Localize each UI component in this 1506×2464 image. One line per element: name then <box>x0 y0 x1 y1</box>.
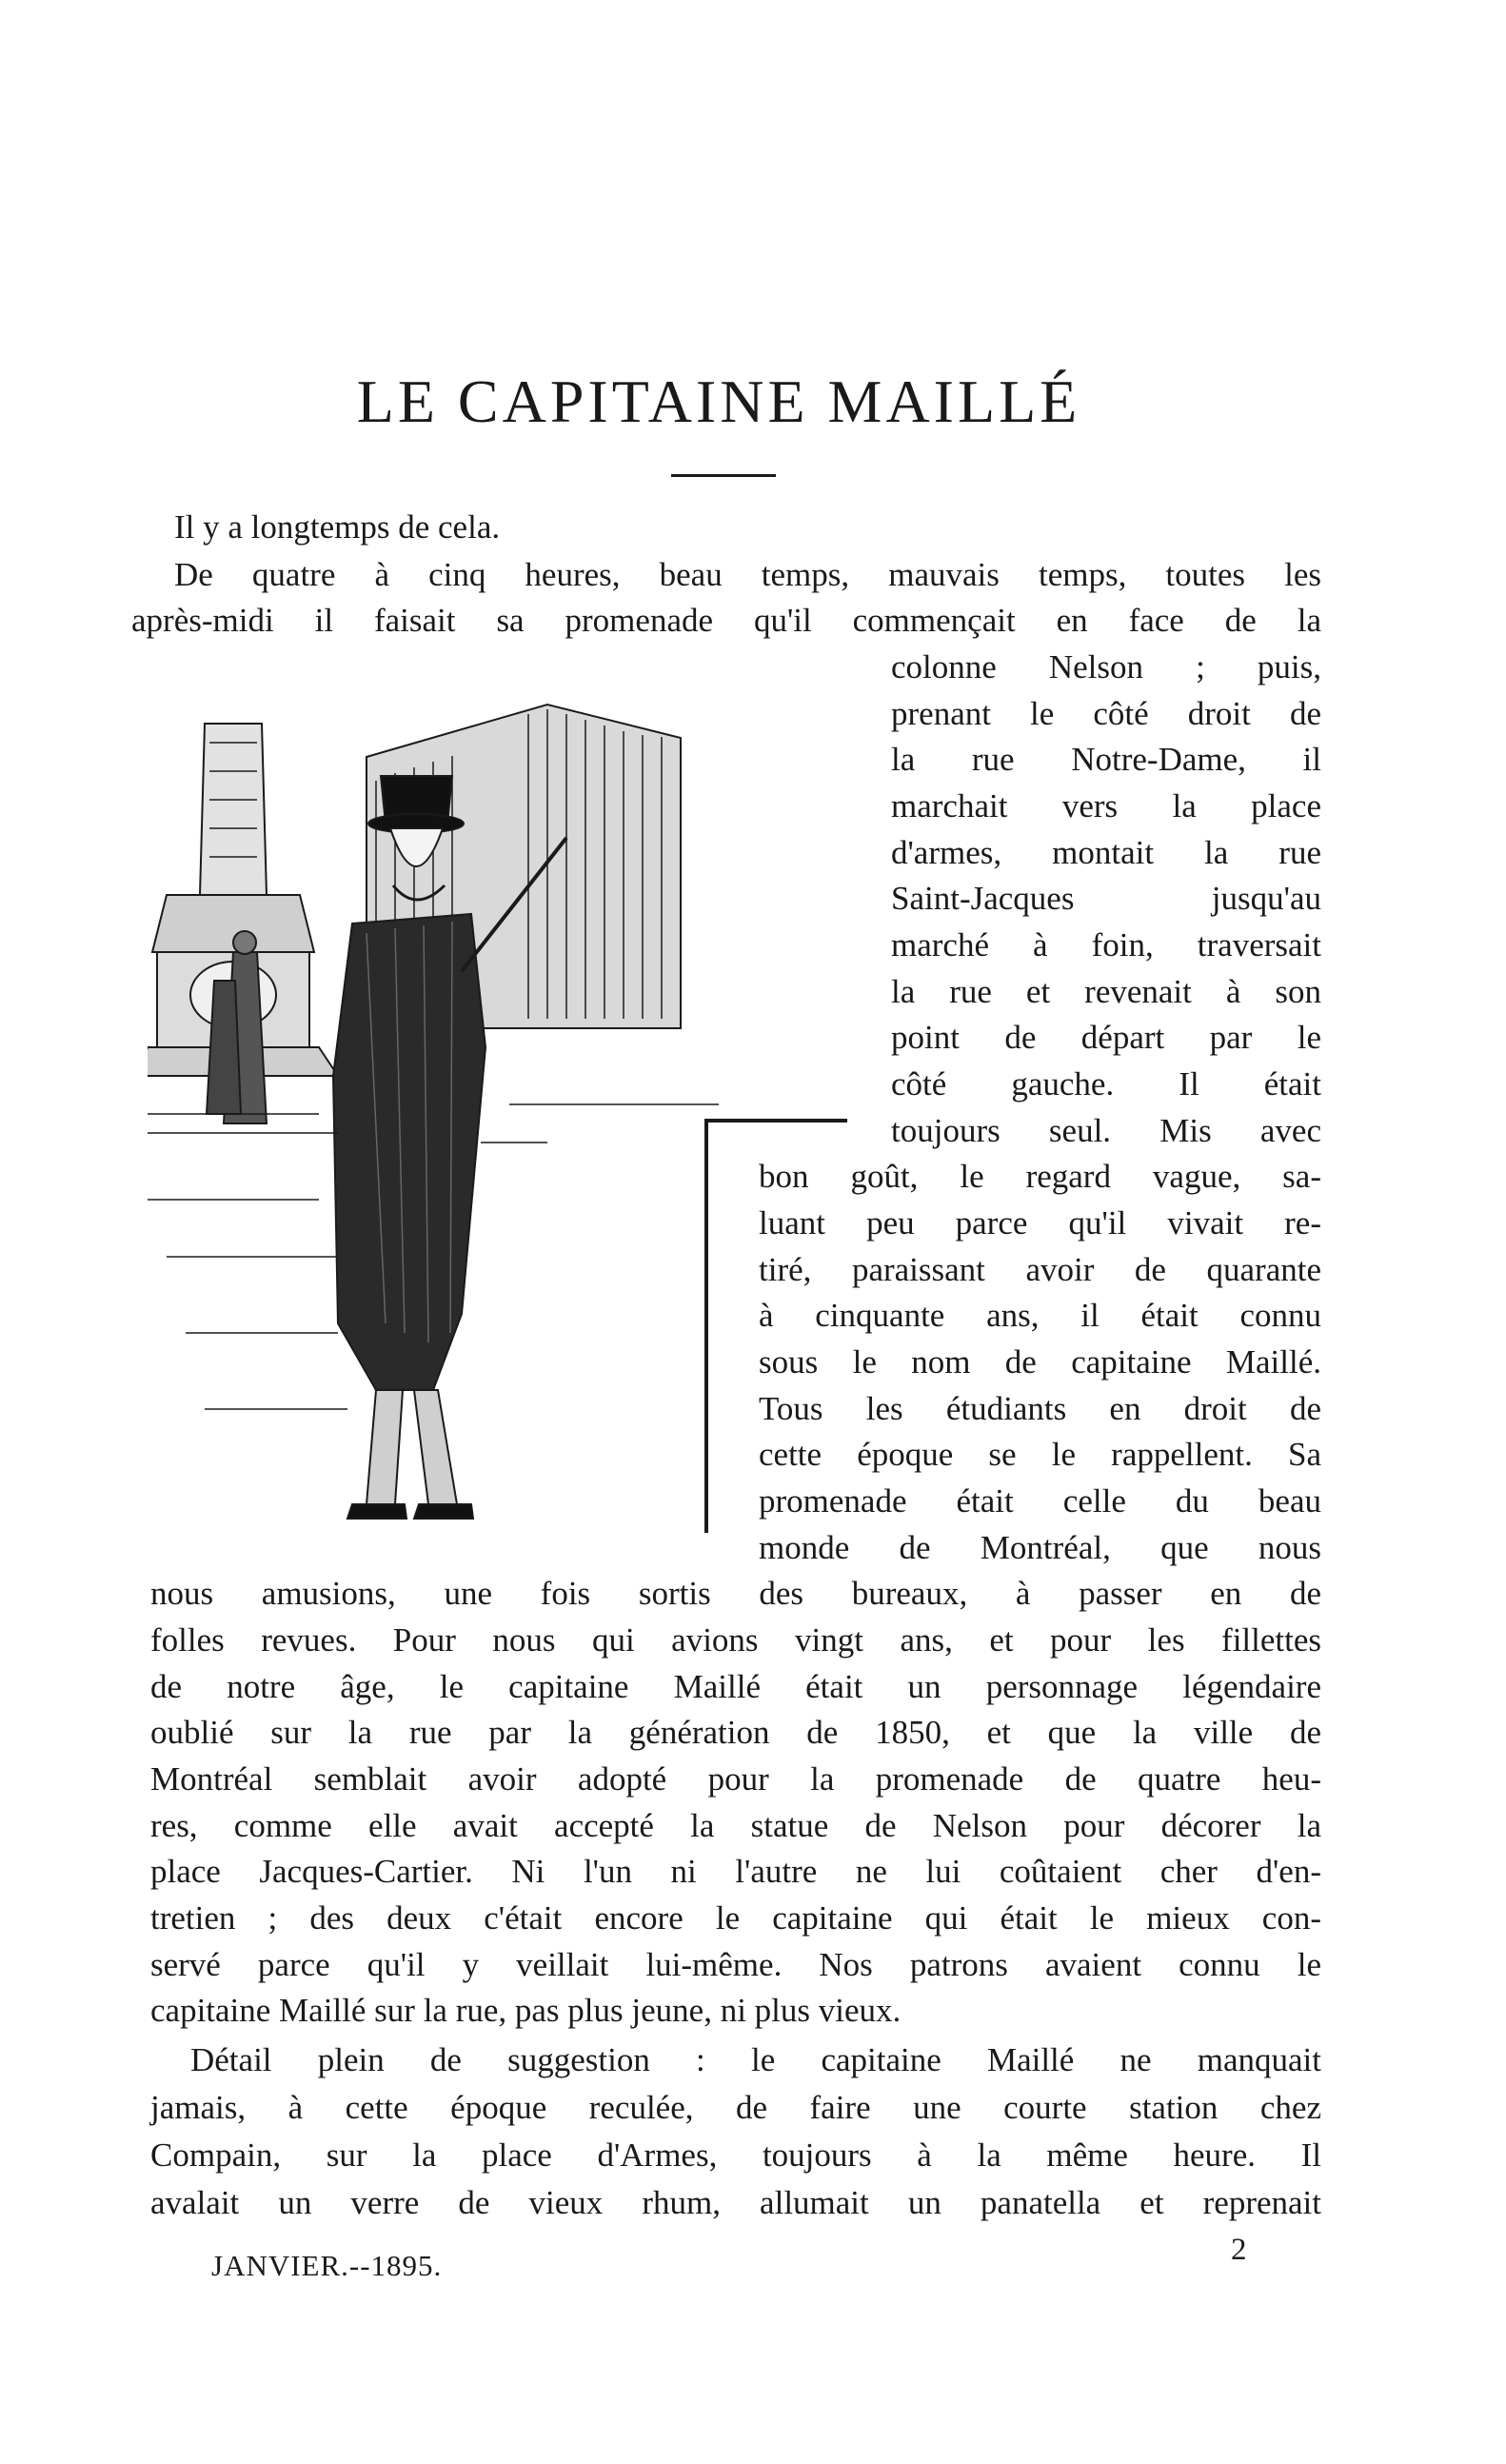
text-line: Il y a longtemps de cela. <box>174 508 501 546</box>
text-line: à cinquante ans, il était connu <box>759 1297 1321 1334</box>
text-line: côté gauche. Il était <box>891 1065 1321 1103</box>
text-line: luant peu parce qu'il vivait re- <box>759 1204 1321 1242</box>
text-line: après-midi il faisait sa promenade qu'il commençait en face de la <box>131 602 1321 639</box>
title-rule <box>671 474 776 477</box>
text-line: prenant le côté droit de <box>891 695 1321 732</box>
text-line: Saint-Jacques jusqu'au <box>891 880 1321 917</box>
footer-date: JANVIER.--1895. <box>211 2249 443 2282</box>
text-line: folles revues. Pour nous qui avions vingt ans, et pour les fillettes <box>150 1621 1321 1659</box>
text-line: Montréal semblait avoir adopté pour la promenade de quatre heu- <box>150 1760 1321 1798</box>
text-line: oublié sur la rue par la génération de 1850, et que la ville de <box>150 1714 1321 1751</box>
text-line: nous amusions, une fois sortis des bureaux, à passer en de <box>150 1575 1321 1612</box>
text-line: monde de Montréal, que nous <box>759 1529 1321 1566</box>
text-line: sous le nom de capitaine Maillé. <box>759 1343 1321 1381</box>
text-line: De quatre à cinq heures, beau temps, mauvais temps, toutes les <box>174 556 1321 593</box>
text-line: tretien ; des deux c'était encore le capitaine qui était le mieux con- <box>150 1899 1321 1937</box>
text-line: marchait vers la place <box>891 787 1321 825</box>
text-line: capitaine Maillé sur la rue, pas plus jeune, ni plus vieux. <box>150 1992 902 2029</box>
text-line: colonne Nelson ; puis, <box>891 648 1321 686</box>
illustration-border-vertical <box>704 1119 708 1533</box>
text-line: Détail plein de suggestion : le capitaine Maillé ne manquait <box>190 2041 1321 2078</box>
text-line: toujours seul. Mis avec <box>891 1112 1321 1149</box>
page-title: LE CAPITAINE MAILLÉ <box>356 368 1081 435</box>
text-line: bon goût, le regard vague, sa- <box>759 1158 1321 1195</box>
illustration-border-horizontal <box>704 1119 847 1123</box>
text-line: res, comme elle avait accepté la statue de Nelson pour décorer la <box>150 1807 1321 1844</box>
text-line: place Jacques-Cartier. Ni l'un ni l'autre ne lui coûtaient cher d'en- <box>150 1853 1321 1890</box>
captain-illustration <box>148 666 852 1542</box>
text-line: la rue et revenait à son <box>891 973 1321 1010</box>
text-line: Tous les étudiants en droit de <box>759 1390 1321 1427</box>
text-line: Compain, sur la place d'Armes, toujours à la même heure. Il <box>150 2136 1321 2174</box>
text-line: la rue Notre-Dame, il <box>891 741 1321 778</box>
text-line: marché à foin, traversait <box>891 926 1321 964</box>
text-line: tiré, paraissant avoir de quarante <box>759 1251 1321 1288</box>
text-line: avalait un verre de vieux rhum, allumait un panatella et reprenait <box>150 2184 1321 2221</box>
text-line: point de départ par le <box>891 1019 1321 1056</box>
text-line: jamais, à cette époque reculée, de faire une courte station chez <box>150 2089 1321 2126</box>
text-line: promenade était celle du beau <box>759 1482 1321 1520</box>
page-number: 2 <box>1231 2233 1247 2267</box>
text-line: de notre âge, le capitaine Maillé était un personnage légendaire <box>150 1668 1321 1705</box>
text-line: d'armes, montait la rue <box>891 834 1321 871</box>
text-line: cette époque se le rappellent. Sa <box>759 1436 1321 1473</box>
text-line: servé parce qu'il y veillait lui-même. Nos patrons avaient connu le <box>150 1946 1321 1983</box>
